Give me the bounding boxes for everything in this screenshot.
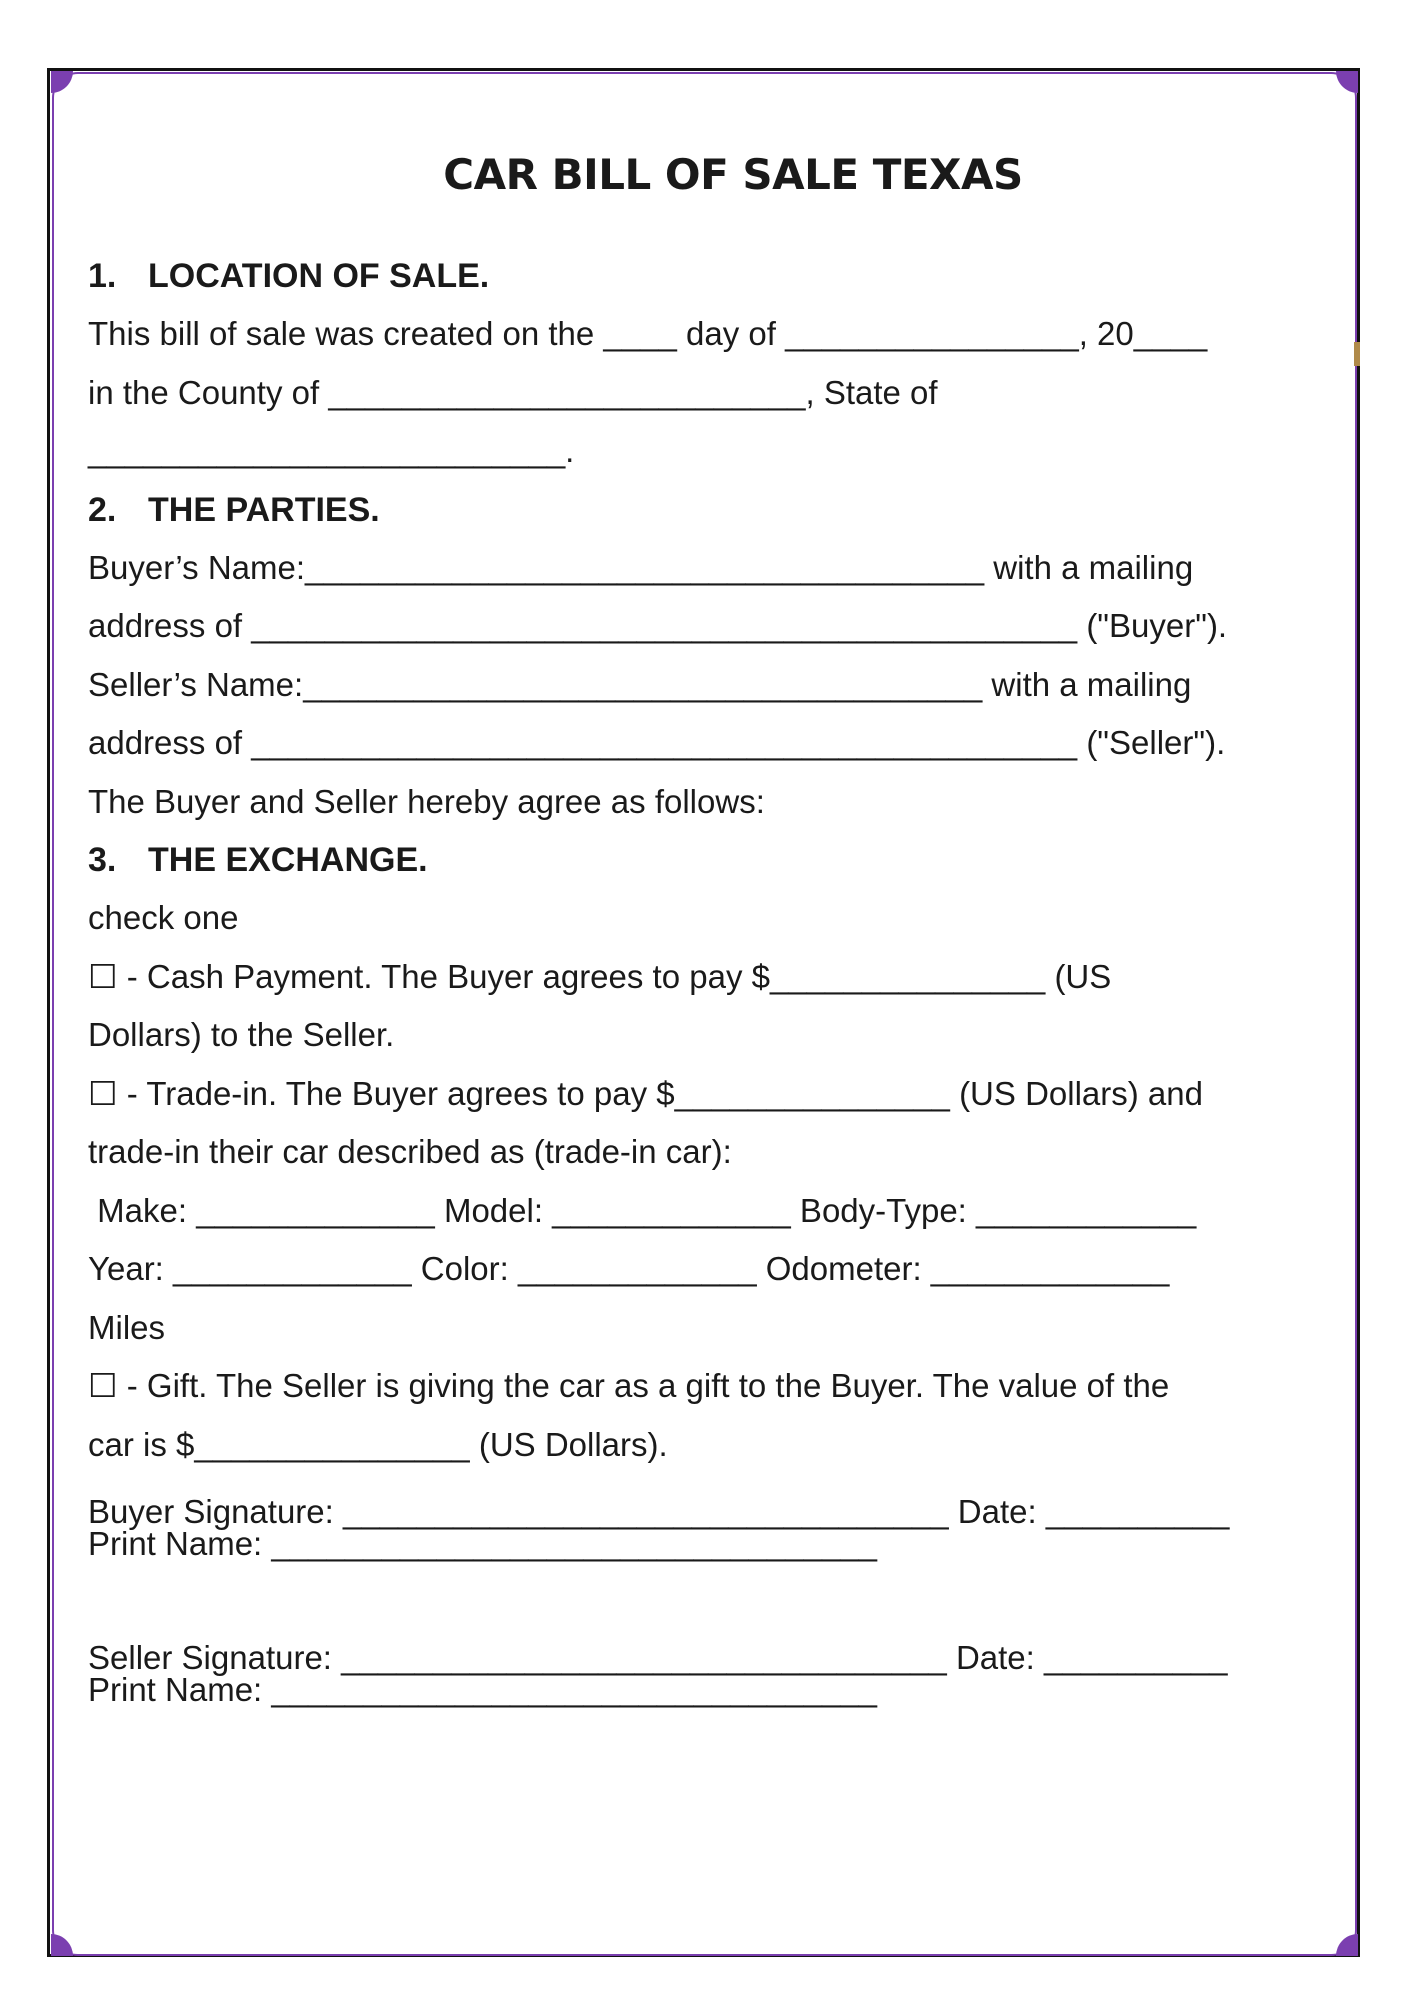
buyer-address-line[interactable]: address of _____________________________________________ ("Buyer"). bbox=[88, 607, 1228, 644]
section-the-parties bbox=[88, 481, 1318, 832]
odometer-unit: Miles bbox=[88, 1308, 166, 1346]
section-title: LOCATION OF SALE. bbox=[148, 257, 490, 295]
county-state-line[interactable]: in the County of __________________________, State of bbox=[88, 373, 938, 411]
trade-in-make-model-line[interactable]: Make: _____________ Model: _____________ Body-Type: ____________ bbox=[88, 1191, 1197, 1229]
section-number: 2. bbox=[88, 490, 117, 529]
state-blank-line[interactable]: __________________________. bbox=[88, 432, 575, 469]
section-heading bbox=[88, 247, 1318, 305]
document-body bbox=[88, 138, 1318, 1706]
section-heading bbox=[88, 481, 1318, 539]
trade-in-option[interactable]: ☐ - Trade-in. The Buyer agrees to pay $_______________ (US Dollars) and bbox=[88, 1074, 1203, 1112]
trade-in-continued: trade-in their car described as (trade-in car): bbox=[88, 1133, 732, 1170]
gift-option[interactable]: ☐ - Gift. The Seller is giving the car as a gift to the Buyer. The value of the bbox=[88, 1367, 1170, 1404]
section-title: THE EXCHANGE. bbox=[148, 841, 428, 879]
section-number: 1. bbox=[88, 257, 117, 295]
trade-in-year-color-line[interactable]: Year: _____________ Color: _____________ Odometer: _____________ bbox=[88, 1250, 1170, 1287]
seller-name-line[interactable]: Seller’s Name:_____________________________________ with a mailing bbox=[88, 665, 1192, 703]
section-the-exchange bbox=[88, 831, 1318, 1474]
cash-payment-continued: Dollars) to the Seller. bbox=[88, 1016, 395, 1053]
document-title: CAR BILL OF SALE TEXAS bbox=[443, 150, 1023, 199]
gift-value-line[interactable]: car is $_______________ (US Dollars). bbox=[88, 1425, 668, 1463]
section-location-of-sale bbox=[88, 247, 1318, 481]
buyer-name-line[interactable]: Buyer’s Name:_____________________________________ with a mailing bbox=[88, 548, 1194, 586]
signature-block bbox=[88, 1493, 1318, 1708]
cash-payment-option[interactable]: ☐ - Cash Payment. The Buyer agrees to pay $_______________ (US bbox=[88, 957, 1112, 995]
buyer-signature-line[interactable]: Buyer Signature: _________________________________ Date: __________ bbox=[88, 1493, 1230, 1530]
section-title: THE PARTIES. bbox=[148, 490, 380, 529]
check-one-instruction: check one bbox=[88, 899, 239, 936]
side-tab-marker bbox=[1354, 342, 1360, 366]
seller-address-line[interactable]: address of _____________________________________________ ("Seller"). bbox=[88, 724, 1226, 761]
agreement-statement: The Buyer and Seller hereby agree as follows: bbox=[88, 782, 765, 820]
section-heading bbox=[88, 831, 1318, 889]
section-number: 3. bbox=[88, 841, 117, 879]
signature-spacer bbox=[88, 1560, 1318, 1642]
seller-print-name-line[interactable]: Print Name: _________________________________ bbox=[88, 1671, 878, 1708]
seller-signature-line[interactable]: Seller Signature: _________________________________ Date: __________ bbox=[88, 1639, 1228, 1676]
buyer-print-name-line[interactable]: Print Name: _________________________________ bbox=[88, 1525, 878, 1562]
sale-date-line[interactable]: This bill of sale was created on the ____ day of ________________, 20____ bbox=[88, 315, 1208, 352]
